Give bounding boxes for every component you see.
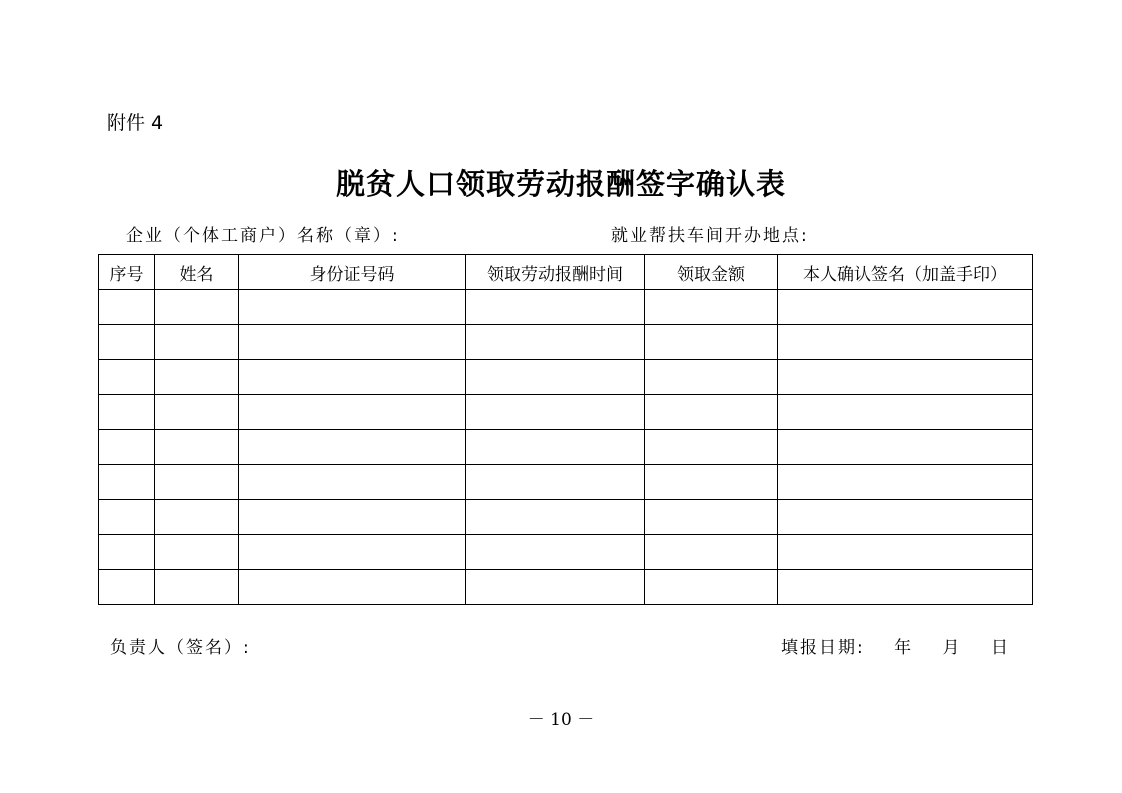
header-name: 姓名: [155, 255, 239, 290]
table-row: [99, 500, 1033, 535]
cell-payment-time[interactable]: [466, 570, 645, 605]
cell-name[interactable]: [155, 325, 239, 360]
cell-name[interactable]: [155, 465, 239, 500]
cell-serial-number[interactable]: [99, 325, 155, 360]
cell-serial-number[interactable]: [99, 430, 155, 465]
day-label: 日: [990, 638, 1010, 658]
cell-payment-time[interactable]: [466, 290, 645, 325]
cell-payment-time[interactable]: [466, 395, 645, 430]
cell-serial-number[interactable]: [99, 465, 155, 500]
table-row: [99, 465, 1033, 500]
table-row: [99, 290, 1033, 325]
cell-serial-number[interactable]: [99, 290, 155, 325]
cell-serial-number[interactable]: [99, 535, 155, 570]
cell-payment-time[interactable]: [466, 465, 645, 500]
workshop-location-label: 就业帮扶车间开办地点:: [611, 226, 809, 246]
table-row: [99, 325, 1033, 360]
cell-amount[interactable]: [645, 360, 778, 395]
fill-date-label: 填报日期:: [781, 638, 865, 658]
cell-id-number[interactable]: [239, 290, 466, 325]
cell-name[interactable]: [155, 570, 239, 605]
header-signature: 本人确认签名（加盖手印）: [778, 255, 1033, 290]
cell-payment-time[interactable]: [466, 430, 645, 465]
attachment-label: 附件 4: [107, 112, 164, 134]
cell-amount[interactable]: [645, 395, 778, 430]
enterprise-name-label: 企业（个体工商户）名称（章）:: [126, 226, 400, 246]
responsible-person-label: 负责人（签名）:: [110, 638, 251, 658]
header-id-number: 身份证号码: [239, 255, 466, 290]
cell-name[interactable]: [155, 500, 239, 535]
cell-amount[interactable]: [645, 500, 778, 535]
cell-id-number[interactable]: [239, 360, 466, 395]
cell-amount[interactable]: [645, 570, 778, 605]
cell-id-number[interactable]: [239, 570, 466, 605]
cell-payment-time[interactable]: [466, 360, 645, 395]
header-serial-number: 序号: [99, 255, 155, 290]
cell-signature[interactable]: [778, 570, 1033, 605]
month-label: 月: [942, 638, 962, 658]
page-number: － 10 －: [527, 710, 595, 730]
cell-signature[interactable]: [778, 430, 1033, 465]
cell-id-number[interactable]: [239, 465, 466, 500]
cell-signature[interactable]: [778, 360, 1033, 395]
cell-signature[interactable]: [778, 465, 1033, 500]
cell-serial-number[interactable]: [99, 570, 155, 605]
table-row: [99, 535, 1033, 570]
cell-serial-number[interactable]: [99, 360, 155, 395]
cell-signature[interactable]: [778, 500, 1033, 535]
cell-id-number[interactable]: [239, 395, 466, 430]
cell-serial-number[interactable]: [99, 500, 155, 535]
year-label: 年: [894, 638, 914, 658]
cell-serial-number[interactable]: [99, 395, 155, 430]
cell-signature[interactable]: [778, 535, 1033, 570]
cell-amount[interactable]: [645, 430, 778, 465]
cell-amount[interactable]: [645, 325, 778, 360]
table-row: [99, 360, 1033, 395]
cell-name[interactable]: [155, 395, 239, 430]
header-amount: 领取金额: [645, 255, 778, 290]
cell-name[interactable]: [155, 430, 239, 465]
table-body: [99, 290, 1033, 605]
cell-signature[interactable]: [778, 325, 1033, 360]
cell-amount[interactable]: [645, 290, 778, 325]
cell-name[interactable]: [155, 290, 239, 325]
table-row: [99, 430, 1033, 465]
cell-payment-time[interactable]: [466, 535, 645, 570]
cell-amount[interactable]: [645, 465, 778, 500]
cell-id-number[interactable]: [239, 325, 466, 360]
fill-date: [781, 633, 1032, 658]
table-row: [99, 570, 1033, 605]
cell-amount[interactable]: [645, 535, 778, 570]
document-title: 脱贫人口领取劳动报酬签字确认表: [335, 167, 786, 201]
cell-payment-time[interactable]: [466, 325, 645, 360]
cell-name[interactable]: [155, 535, 239, 570]
table-header-row: [99, 255, 1033, 290]
cell-id-number[interactable]: [239, 535, 466, 570]
confirmation-table: [98, 254, 1033, 605]
cell-id-number[interactable]: [239, 500, 466, 535]
header-payment-time: 领取劳动报酬时间: [466, 255, 645, 290]
cell-signature[interactable]: [778, 395, 1033, 430]
table-row: [99, 395, 1033, 430]
cell-id-number[interactable]: [239, 430, 466, 465]
cell-name[interactable]: [155, 360, 239, 395]
cell-payment-time[interactable]: [466, 500, 645, 535]
cell-signature[interactable]: [778, 290, 1033, 325]
